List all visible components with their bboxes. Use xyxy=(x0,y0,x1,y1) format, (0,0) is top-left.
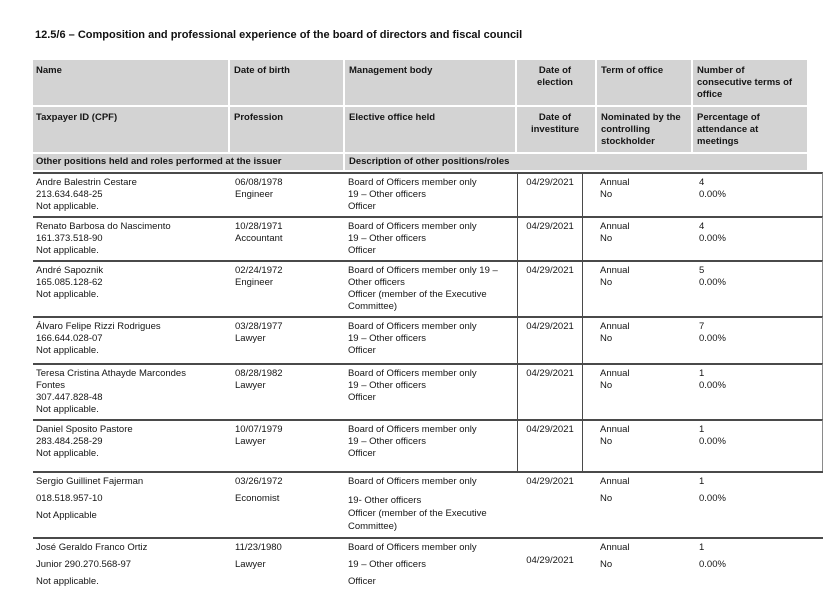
cell-line: Annual xyxy=(600,321,630,332)
cell-line: Junior 290.270.568-97 xyxy=(36,559,132,570)
cell-line: Board of Officers member only xyxy=(348,424,477,435)
cell-line: Lawyer xyxy=(235,333,266,344)
cell-line: 0.00% xyxy=(699,436,726,447)
cell-line: Officer xyxy=(348,345,376,356)
cell-election-date xyxy=(517,421,583,471)
cell-line: Board of Officers member only 19 – xyxy=(348,265,498,276)
col-header-terms-count: Number of consecutive terms of office xyxy=(693,60,807,105)
cell-birth-profession xyxy=(230,473,345,537)
cell-line: 1 xyxy=(699,476,705,487)
cell-line: 11/23/1980 xyxy=(235,542,282,553)
col-header-office: Elective office held xyxy=(345,107,517,152)
cell-line: 161.373.518-90 xyxy=(36,233,103,244)
cell-term-nominated xyxy=(583,539,693,594)
cell-election-date xyxy=(517,473,583,537)
cell-line: Officer (member of the Executive xyxy=(348,289,487,300)
cell-line: 19 – Other officers xyxy=(348,233,426,244)
table-row xyxy=(33,363,823,419)
cell-management-body xyxy=(345,421,517,471)
cell-line: 19 – Other officers xyxy=(348,436,426,447)
cell-line: Fontes xyxy=(36,380,66,391)
cell-terms-attendance xyxy=(693,421,823,471)
cell-line: André Sapoznik xyxy=(36,265,104,276)
cell-line: Annual xyxy=(600,221,630,232)
cell-line: 1 xyxy=(699,368,705,379)
col-header-term: Term of office xyxy=(597,60,693,105)
cell-term-nominated xyxy=(583,365,693,419)
cell-line: José Geraldo Franco Ortiz xyxy=(36,542,148,553)
table-row xyxy=(33,216,823,260)
cell-line: Teresa Cristina Athayde Marcondes xyxy=(36,368,186,379)
table-row xyxy=(33,316,823,363)
col-header-election: Date of election xyxy=(517,60,597,105)
cell-line: Other officers xyxy=(348,277,405,288)
cell-line: 19 – Other officers xyxy=(348,333,426,344)
cell-name-cpf xyxy=(33,174,230,216)
cell-line: Daniel Sposito Pastore xyxy=(36,424,133,435)
cell-line: Officer xyxy=(348,448,376,459)
cell-terms-attendance xyxy=(693,218,823,260)
table-row xyxy=(33,537,823,594)
cell-terms-attendance xyxy=(693,318,823,363)
cell-line: 018.518.957-10 xyxy=(36,493,103,504)
cell-line: 5 xyxy=(699,265,705,276)
cell-birth-profession xyxy=(230,365,345,419)
cell-line: No xyxy=(600,277,613,288)
cell-terms-attendance xyxy=(693,365,823,419)
cell-term-nominated xyxy=(583,218,693,260)
cell-management-body xyxy=(345,539,517,594)
cell-line: 03/28/1977 xyxy=(235,321,283,332)
cell-line: Board of Officers member only xyxy=(348,368,477,379)
table-row xyxy=(33,419,823,471)
cell-birth-profession xyxy=(230,318,345,363)
cell-management-body xyxy=(345,218,517,260)
col-header-description: Description of other positions/roles xyxy=(345,154,807,170)
cell-line: Not Applicable xyxy=(36,510,97,521)
cell-line: 0.00% xyxy=(699,233,726,244)
cell-line: Renato Barbosa do Nascimento xyxy=(36,221,171,232)
cell-line: 06/08/1978 xyxy=(235,177,283,188)
cell-line: Sergio Guillinet Fajerman xyxy=(36,476,144,487)
cell-line: 04/29/2021 xyxy=(526,221,574,232)
cell-line: 0.00% xyxy=(699,277,726,288)
cell-line: Officer xyxy=(348,576,376,587)
cell-line: No xyxy=(600,333,613,344)
cell-line: 4 xyxy=(699,221,705,232)
cell-line: No xyxy=(600,493,613,504)
cell-line: 04/29/2021 xyxy=(526,265,574,276)
cell-term-nominated xyxy=(583,174,693,216)
col-header-nominated: Nominated by the controlling stockholder xyxy=(597,107,693,152)
cell-terms-attendance xyxy=(693,174,823,216)
cell-line: 4 xyxy=(699,177,705,188)
cell-line: 165.085.128-62 xyxy=(36,277,103,288)
cell-line: Board of Officers member only xyxy=(348,177,477,188)
cell-line: No xyxy=(600,189,613,200)
cell-line: Officer (member of the Executive xyxy=(348,508,487,519)
cell-line: 04/29/2021 xyxy=(526,555,574,566)
cell-line: 08/28/1982 xyxy=(235,368,283,379)
cell-line: 04/29/2021 xyxy=(526,321,574,332)
cell-birth-profession xyxy=(230,218,345,260)
cell-term-nominated xyxy=(583,421,693,471)
cell-line: 19- Other officers xyxy=(348,495,422,506)
cell-line: 166.644.028-07 xyxy=(36,333,103,344)
cell-line: 19 – Other officers xyxy=(348,559,426,570)
document-title: 12.5/6 – Composition and professional experience of the board of directors and fiscal council xyxy=(35,29,523,41)
cell-terms-attendance xyxy=(693,539,823,594)
cell-line: 307.447.828-48 xyxy=(36,392,103,403)
col-header-name: Name xyxy=(33,60,230,105)
cell-term-nominated xyxy=(583,473,693,537)
cell-line: Álvaro Felipe Rizzi Rodrigues xyxy=(36,321,161,332)
cell-line: 10/28/1971 xyxy=(235,221,283,232)
col-header-other-positions: Other positions held and roles performed at the issuer xyxy=(33,154,345,170)
cell-birth-profession xyxy=(230,539,345,594)
cell-election-date xyxy=(517,218,583,260)
cell-line: Not applicable. xyxy=(36,448,99,459)
cell-election-date xyxy=(517,174,583,216)
cell-name-cpf xyxy=(33,365,230,419)
cell-line: 0.00% xyxy=(699,380,726,391)
cell-line: Not applicable. xyxy=(36,576,99,587)
cell-line: No xyxy=(600,436,613,447)
cell-line: 04/29/2021 xyxy=(526,368,574,379)
table-body xyxy=(33,172,823,594)
cell-line: 19 – Other officers xyxy=(348,189,426,200)
cell-line: Engineer xyxy=(235,277,274,288)
cell-line: 1 xyxy=(699,542,705,553)
cell-line: Not applicable. xyxy=(36,404,99,415)
cell-line: Annual xyxy=(600,424,630,435)
cell-line: Committee) xyxy=(348,521,398,532)
header-row-1 xyxy=(33,60,807,107)
cell-line: 04/29/2021 xyxy=(526,177,574,188)
cell-line: Lawyer xyxy=(235,559,266,570)
cell-line: 7 xyxy=(699,321,705,332)
cell-line: Annual xyxy=(600,368,630,379)
table-row xyxy=(33,260,823,316)
cell-management-body xyxy=(345,262,517,316)
cell-management-body xyxy=(345,473,517,537)
col-header-attendance: Percentage of attendance at meetings xyxy=(693,107,807,152)
cell-line: Board of Officers member only xyxy=(348,321,477,332)
cell-line: 213.634.648-25 xyxy=(36,189,103,200)
cell-line: Lawyer xyxy=(235,380,266,391)
cell-line: 03/26/1972 xyxy=(235,476,283,487)
cell-line: Annual xyxy=(600,265,630,276)
cell-line: Officer xyxy=(348,392,376,403)
cell-line: No xyxy=(600,380,613,391)
cell-election-date xyxy=(517,318,583,363)
cell-term-nominated xyxy=(583,262,693,316)
cell-birth-profession xyxy=(230,174,345,216)
cell-line: 1 xyxy=(699,424,705,435)
cell-line: 0.00% xyxy=(699,333,726,344)
cell-election-date xyxy=(517,539,583,594)
cell-line: Board of Officers member only xyxy=(348,542,477,553)
col-header-profession: Profession xyxy=(230,107,345,152)
cell-line: Not applicable. xyxy=(36,289,99,300)
cell-line: Annual xyxy=(600,177,630,188)
cell-line: 0.00% xyxy=(699,559,726,570)
cell-line: Board of Officers member only xyxy=(348,221,477,232)
cell-management-body xyxy=(345,174,517,216)
cell-line: No xyxy=(600,559,613,570)
cell-line: Not applicable. xyxy=(36,345,99,356)
cell-line: 04/29/2021 xyxy=(526,424,574,435)
table-row xyxy=(33,471,823,537)
cell-terms-attendance xyxy=(693,473,823,537)
cell-line: 04/29/2021 xyxy=(526,476,574,487)
cell-line: Annual xyxy=(600,542,630,553)
cell-line: No xyxy=(600,233,613,244)
cell-terms-attendance xyxy=(693,262,823,316)
cell-line: Annual xyxy=(600,476,630,487)
cell-name-cpf xyxy=(33,218,230,260)
cell-name-cpf xyxy=(33,262,230,316)
cell-line: Engineer xyxy=(235,189,274,200)
cell-line: 19 – Other officers xyxy=(348,380,426,391)
cell-line: Accountant xyxy=(235,233,283,244)
cell-management-body xyxy=(345,365,517,419)
table-row xyxy=(33,172,823,216)
cell-birth-profession xyxy=(230,421,345,471)
cell-line: 02/24/1972 xyxy=(235,265,283,276)
cell-line: 0.00% xyxy=(699,493,726,504)
cell-name-cpf xyxy=(33,473,230,537)
col-header-cpf: Taxpayer ID (CPF) xyxy=(33,107,230,152)
cell-line: 283.484.258-29 xyxy=(36,436,103,447)
cell-name-cpf xyxy=(33,421,230,471)
col-header-body: Management body xyxy=(345,60,517,105)
cell-line: Economist xyxy=(235,493,280,504)
cell-election-date xyxy=(517,262,583,316)
cell-name-cpf xyxy=(33,539,230,594)
header-row-3 xyxy=(33,154,807,172)
cell-line: Lawyer xyxy=(235,436,266,447)
cell-name-cpf xyxy=(33,318,230,363)
cell-election-date xyxy=(517,365,583,419)
cell-line: Officer xyxy=(348,201,376,212)
cell-birth-profession xyxy=(230,262,345,316)
cell-management-body xyxy=(345,318,517,363)
cell-line: Officer xyxy=(348,245,376,256)
cell-line: Not applicable. xyxy=(36,201,99,212)
cell-line: Andre Balestrin Cestare xyxy=(36,177,137,188)
col-header-investiture: Date of investiture xyxy=(517,107,597,152)
header-row-2 xyxy=(33,107,807,154)
cell-line: Not applicable. xyxy=(36,245,99,256)
cell-line: Board of Officers member only xyxy=(348,476,477,487)
cell-term-nominated xyxy=(583,318,693,363)
cell-line: 0.00% xyxy=(699,189,726,200)
board-table xyxy=(33,60,823,594)
col-header-birth: Date of birth xyxy=(230,60,345,105)
cell-line: 10/07/1979 xyxy=(235,424,283,435)
cell-line: Committee) xyxy=(348,301,398,312)
